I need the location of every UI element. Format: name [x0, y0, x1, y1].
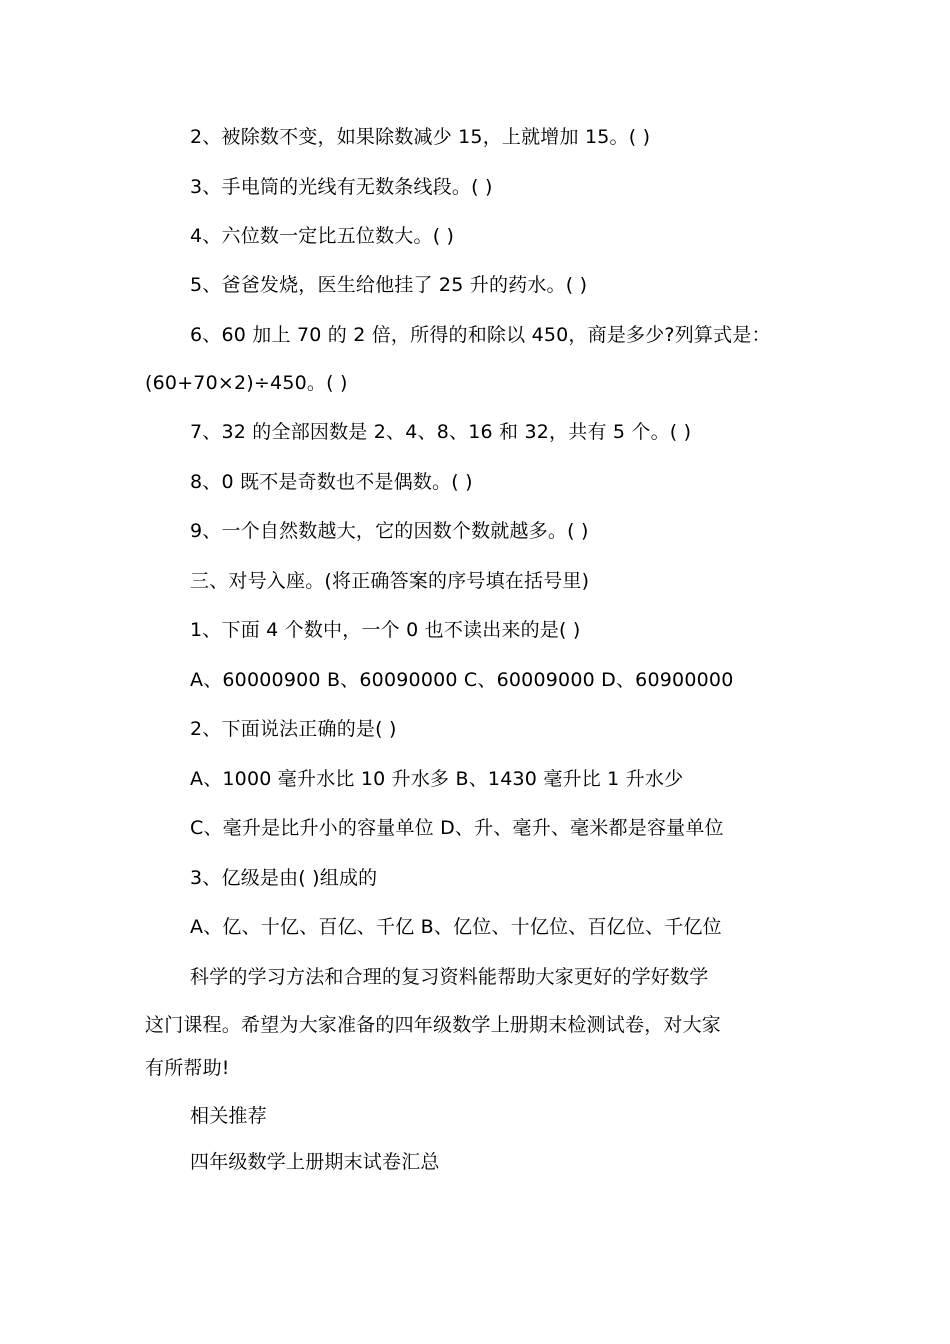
question-judge-3: 3、手电筒的光线有无数条线段。( ): [190, 176, 493, 198]
related-link[interactable]: 四年级数学上册期末试卷汇总: [190, 1151, 440, 1173]
question-judge-6-continued: (60+70×2)÷450。( ): [145, 372, 348, 394]
question-choice-3-options: A、亿、十亿、百亿、千亿 B、亿位、十亿位、百亿位、千亿位: [190, 916, 722, 938]
closing-paragraph-line-1: 科学的学习方法和合理的复习资料能帮助大家更好的学好数学: [190, 966, 709, 988]
question-judge-9: 9、一个自然数越大，它的因数个数就越多。( ): [190, 520, 589, 542]
question-choice-2-options-cd: C、毫升是比升小的容量单位 D、升、毫升、毫米都是容量单位: [190, 817, 724, 839]
question-choice-2: 2、下面说法正确的是( ): [190, 718, 397, 740]
question-judge-4: 4、六位数一定比五位数大。( ): [190, 225, 455, 247]
question-choice-3: 3、亿级是由( )组成的: [190, 867, 378, 889]
question-choice-1-options: A、60000900 B、60090000 C、60009000 D、60900000: [190, 669, 734, 691]
question-choice-2-options-ab: A、1000 毫升水比 10 升水多 B、1430 毫升比 1 升水少: [190, 768, 684, 790]
question-judge-5: 5、爸爸发烧，医生给他挂了 25 升的药水。( ): [190, 274, 588, 296]
closing-paragraph-line-2: 这门课程。希望为大家准备的四年级数学上册期末检测试卷，对大家: [145, 1014, 722, 1036]
question-judge-7: 7、32 的全部因数是 2、4、8、16 和 32，共有 5 个。( ): [190, 421, 692, 443]
section-heading-choice: 三、对号入座。(将正确答案的序号填在括号里): [190, 570, 590, 592]
closing-paragraph-line-3: 有所帮助!: [145, 1057, 230, 1079]
question-judge-6: 6、60 加上 70 的 2 倍，所得的和除以 450，商是多少?列算式是：: [190, 324, 771, 346]
question-judge-2: 2、被除数不变，如果除数减少 15，上就增加 15。( ): [190, 126, 651, 148]
related-heading: 相关推荐: [190, 1105, 267, 1127]
question-judge-8: 8、0 既不是奇数也不是偶数。( ): [190, 471, 473, 493]
question-choice-1: 1、下面 4 个数中，一个 0 也不读出来的是( ): [190, 619, 581, 641]
